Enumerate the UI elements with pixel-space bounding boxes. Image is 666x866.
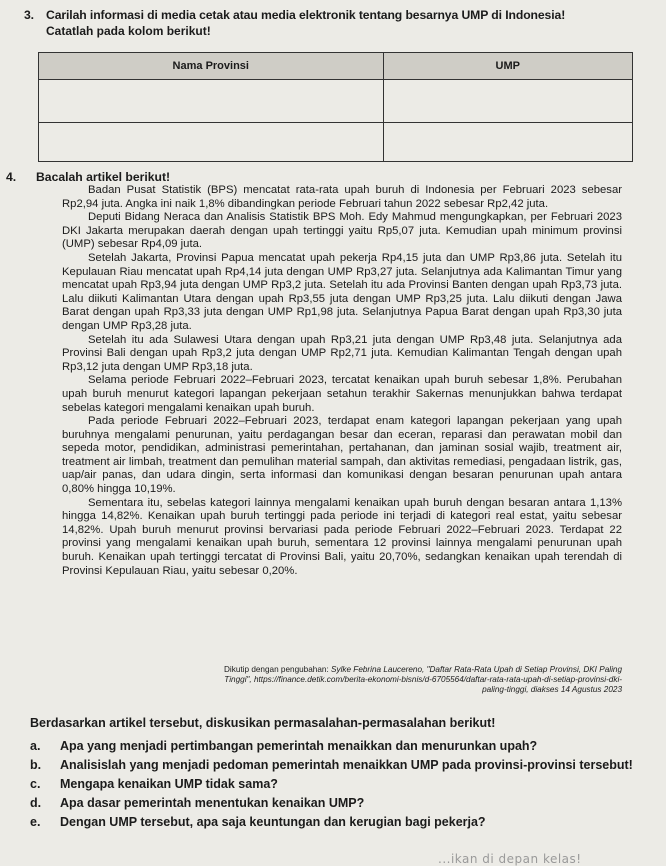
article-paragraph: Setelah itu ada Sulawesi Utara dengan upah Rp3,21 juta dengan UMP Rp3,48 juta. Selanjutnya ada Provinsi Bali dengan upah Rp3,2 juta dengan UMP Rp2,71 juta. Kemudian Kalimantan Tengah dengan upah Rp3,12 juta dengan UMP Rp3,18 juta. [62,333,622,373]
article-paragraph: Deputi Bidang Neraca dan Analisis Statistik BPS Moh. Edy Mahmud mengungkapkan, per Februari 2023 DKI Jakarta merupakan daerah dengan upah tertinggi yaitu Rp5,07 juta. Kemudian upah minimum provinsi (UMP) sebesar Rp4,09 juta. [62,211,622,251]
column-header-ump: UMP [383,53,632,80]
list-item [30,813,650,832]
question-letter: c. [30,777,41,791]
article-paragraph: Selama periode Februari 2022–Februari 2023, tercatat kenaikan upah buruh sebesar 1,8%. Perubahan upah buruh menurut kategori lapangan pekerjaan setahun terakhir Sakernas menunjukkan bahwa terdapat sebelas kategori mengalami kenaikan upah buruh. [62,374,622,414]
article-body [62,184,622,578]
source-label: Dikutip dengan pengubahan: [224,665,329,674]
question-4-number: 4. [6,170,17,184]
list-item [30,756,650,775]
table-row [39,80,633,123]
table-row [39,123,633,162]
list-item [30,737,650,756]
article-paragraph: Pada periode Februari 2022–Februari 2023, terdapat enam kategori lapangan pekerjaan yang upah buruhnya mengalami penurunan, yaitu perdagangan besar dan eceran, reparasi dan perawatan mobil dan sepeda motor, pendidikan, administrasi pemerintahan, pertahanan, dan jaminan sosial wajib, treatment air, treatment air limbah, treatment dan pemulihan material sampah, dan aktivitas remediasi, pengadaan listrik, gas, uap/air panas, dan udara dingin, serta informasi dan komunikasi dengan besaran penurunan upah antara 0,80% hingga 10,19%. [62,415,622,496]
column-header-province: Nama Provinsi [39,53,384,80]
question-letter: d. [30,796,42,810]
question-letter: a. [30,739,41,753]
table-cell-ump[interactable] [383,80,632,123]
question-3-number: 3. [24,8,34,22]
table-cell-province[interactable] [39,80,384,123]
ump-table-header-row [39,53,633,80]
question-text: Dengan UMP tersebut, apa saja keuntungan dan kerugian bagi pekerja? [60,815,486,829]
ump-table [38,52,633,162]
discussion-prompt: Berdasarkan artikel tersebut, diskusikan permasalahan-permasalahan berikut! [30,716,496,730]
question-text: Apa dasar pemerintah menentukan kenaikan UMP? [60,796,365,810]
list-item [30,794,650,813]
discussion-questions [30,737,650,832]
article-source [200,665,622,695]
article-paragraph: Sementara itu, sebelas kategori lainnya mengalami kenaikan upah buruh dengan besaran antara 1,13% hingga 14,82%. Kenaikan upah buruh tertinggi pada periode ini terjadi di kategori real estat, yaitu sebesar 14,82%. Upah buruh menurut provinsi bervariasi pada periode Februari 2022–Februari 2023. Terdapat 22 provinsi yang mengalami kenaikan upah buruh, sementara 12 provinsi lainnya mengalami penurunan upah buruh. Kenaikan upah tertinggi tercatat di Provinsi Bali, yaitu 20,70%, sedangkan kenaikan upah terendah di Provinsi Kepulauan Riau, yaitu sebesar 0,20%. [62,496,622,577]
question-text: Apa yang menjadi pertimbangan pemerintah menaikkan dan menurunkan upah? [60,739,538,753]
question-text: Mengapa kenaikan UMP tidak sama? [60,777,278,791]
question-3-text: Carilah informasi di media cetak atau media elektronik tentang besarnya UMP di Indonesia! [46,8,566,22]
table-cell-ump[interactable] [383,123,632,162]
source-citation: Sylke Febrina Laucereno, "Daftar Rata-Rata Upah di Setiap Provinsi, DKI Paling Tinggi", https://finance.detik.com/berita-ekonomi-bisnis/d-6705564/daftar-rata-rata-upah-di-setiap-provinsi-dki-paling-tinggi, diakses 14 Agustus 2023 [224,665,622,694]
question-4-text: Bacalah artikel berikut! [36,170,171,184]
table-cell-province[interactable] [39,123,384,162]
faded-footer-text: ...ikan di depan kelas! [438,852,582,866]
article-paragraph: Setelah Jakarta, Provinsi Papua mencatat upah pekerja Rp4,15 juta dan UMP Rp3,86 juta. Setelah itu Kepulauan Riau mencatat upah Rp4,14 juta dengan UMP Rp3,27 juta. Selanjutnya ada Kalimantan Timur yang mencatat upah Rp3,94 juta dengan UMP Rp3,2 juta. Setelah itu ada Provinsi Banten dengan upah Rp3,73 juta. Lalu diikuti Kalimantan Utara dengan upah Rp3,55 juta dengan UMP Rp3,25 juta. Lalu diikuti dengan Jawa Barat dengan upah Rp3,33 juta dengan UMP Rp1,98 juta. Selanjutnya Papua Barat dengan upah Rp3,30 juta dengan UMP Rp3,28 juta. [62,251,622,332]
question-3-instruction: Catatlah pada kolom berikut! [46,24,211,38]
question-4 [6,170,170,184]
question-letter: b. [30,758,42,772]
question-letter: e. [30,815,41,829]
question-text: Analisislah yang menjadi pedoman pemerintah menaikkan UMP pada provinsi-provinsi tersebut! [60,758,633,772]
list-item [30,775,650,794]
article-paragraph: Badan Pusat Statistik (BPS) mencatat rata-rata upah buruh di Indonesia per Februari 2023 sebesar Rp2,94 juta. Angka ini naik 1,8% dibandingkan periode Februari tahun 2022 sebesar Rp2,42 juta. [62,184,622,210]
